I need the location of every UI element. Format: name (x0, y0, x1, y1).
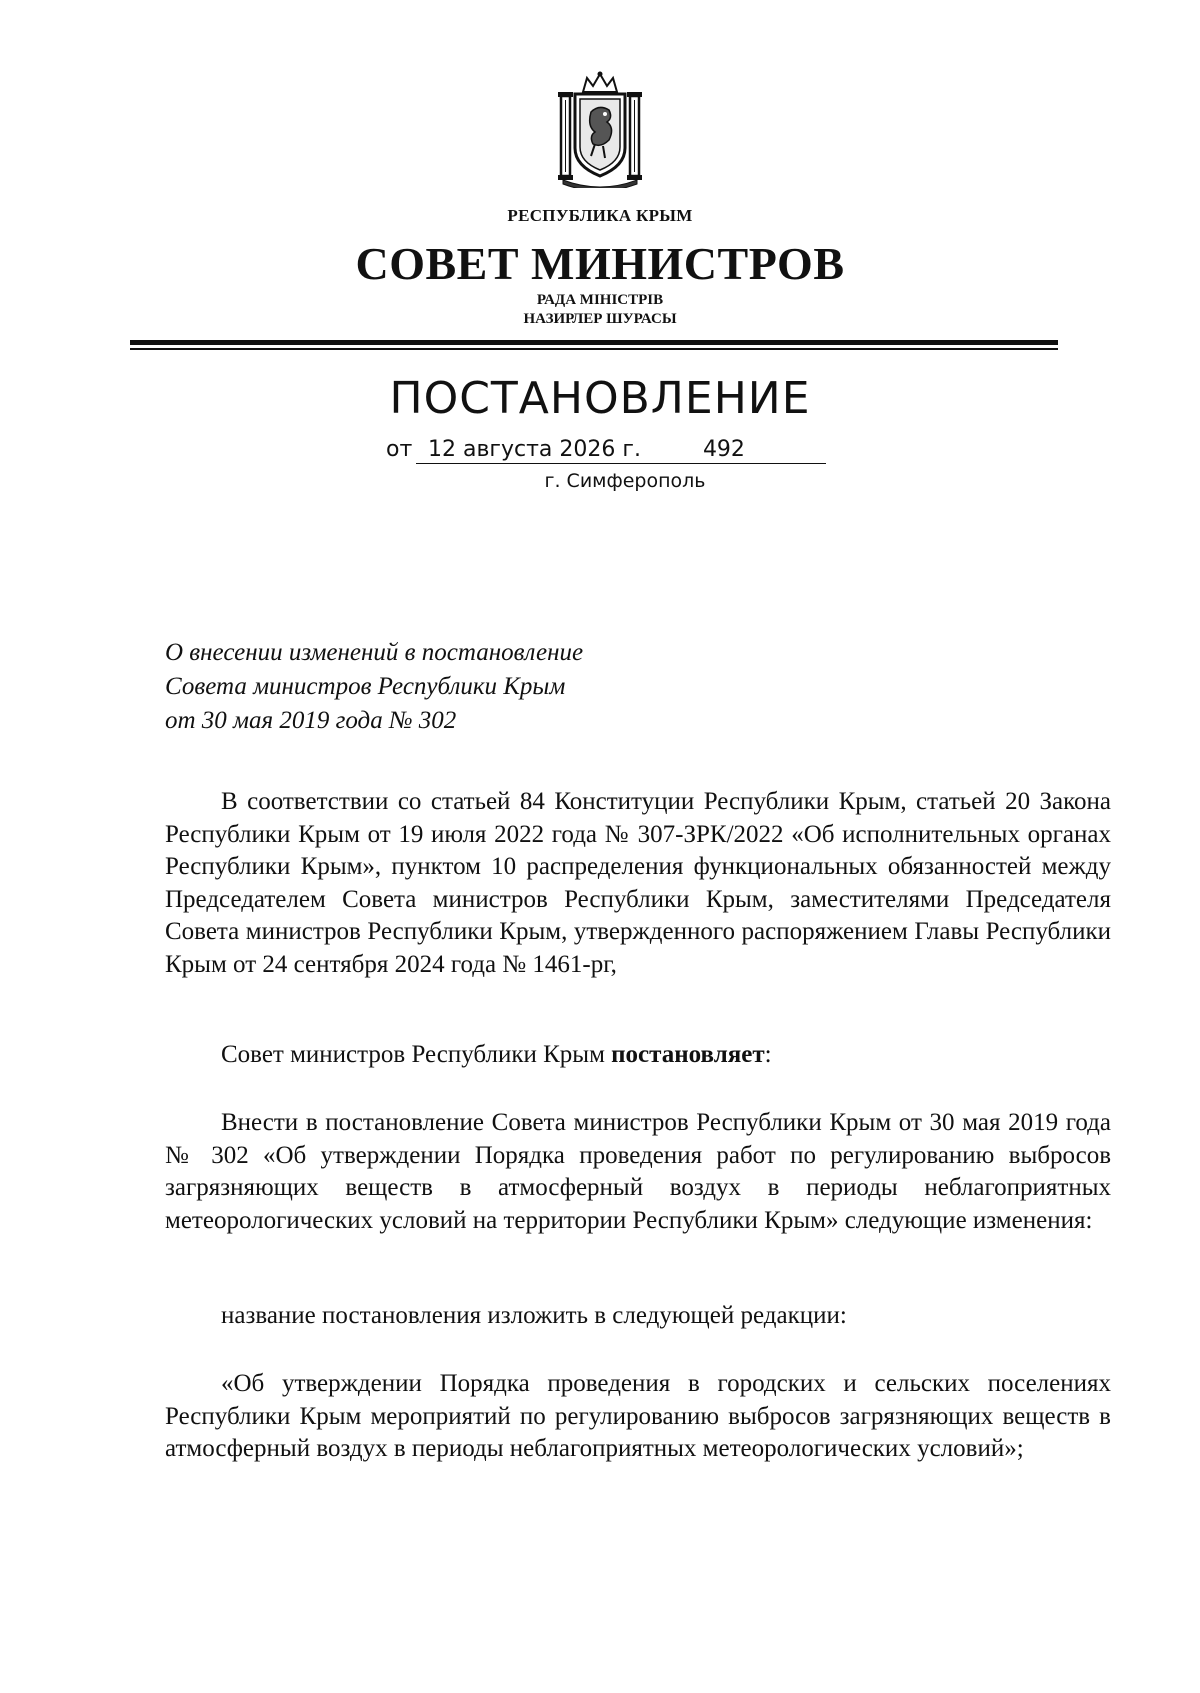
council-name-crimean-tatar: НАЗИРЛЕР ШУРАСЫ (523, 311, 677, 327)
republic-name: РЕСПУБЛИКА КРЫМ (507, 206, 693, 225)
subject-line: от 30 мая 2019 года № 302 (165, 707, 457, 734)
amendment-text: Внести в постановление Совета министров Республики Крым от 30 мая 2019 года № 302 «Об утверждении Порядка проведения работ по регулированию выбросов загрязняющих веществ в атмосферный воздух в периоды неблагоприятных метеорологических условий на территории Республики Крым» следующие изменения: (165, 1109, 1111, 1234)
rename-instruction-paragraph: название постановления изложить в следующей редакции: (221, 1302, 847, 1329)
new-title-paragraph: «Об утверждении Порядка проведения в городских и сельских поселениях Республики Крым мероприятий по регулированию выбросов загрязняющих веществ в атмосферный воздух в периоды неблагоприятных метеорологических условий»; (165, 1370, 1111, 1462)
decree-subject (165, 636, 583, 738)
preamble-paragraph: В соответствии со статьей 84 Конституции Республики Крым, статьей 20 Закона Республики Крым от 19 июля 2022 года № 307-ЗРК/2022 «Об исполнительных органах Республики Крым», пунктом 10 распределения функциональных обязанностей между Председателем Совета министров Республики Крым, заместителями Председателя Совета министров Республики Крым, утвержденного распоряжением Главы Республики Крым от 24 сентября 2024 года № 1461-рг, (165, 788, 1111, 978)
decree-date: 12 августа 2026 г. (428, 437, 641, 462)
date-field (416, 437, 826, 464)
resolution-colon: : (764, 1041, 772, 1068)
date-prefix: от (386, 437, 413, 462)
council-name-ukrainian: РАДА МІНІСТРІВ (536, 292, 664, 308)
resolution-verb: постановляет (611, 1041, 765, 1068)
header-divider-thick (130, 340, 1058, 345)
decree-date-line (386, 437, 826, 467)
resolution-text: Совет министров Республики Крым (221, 1041, 612, 1068)
header-divider-thin (130, 348, 1058, 350)
subject-line: О внесении изменений в постановление (165, 639, 584, 666)
amendment-paragraph (165, 1107, 1111, 1237)
resolution-paragraph (221, 1039, 1111, 1072)
crimea-coat-of-arms-icon (555, 70, 645, 188)
subject-line: Совета министров Республики Крым (165, 673, 566, 700)
decree-number: 492 (702, 437, 745, 462)
decree-city: г. Симферополь (544, 470, 706, 492)
council-name: СОВЕТ МИНИСТРОВ (355, 238, 845, 289)
decree-title: ПОСТАНОВЛЕНИЕ (389, 373, 811, 424)
